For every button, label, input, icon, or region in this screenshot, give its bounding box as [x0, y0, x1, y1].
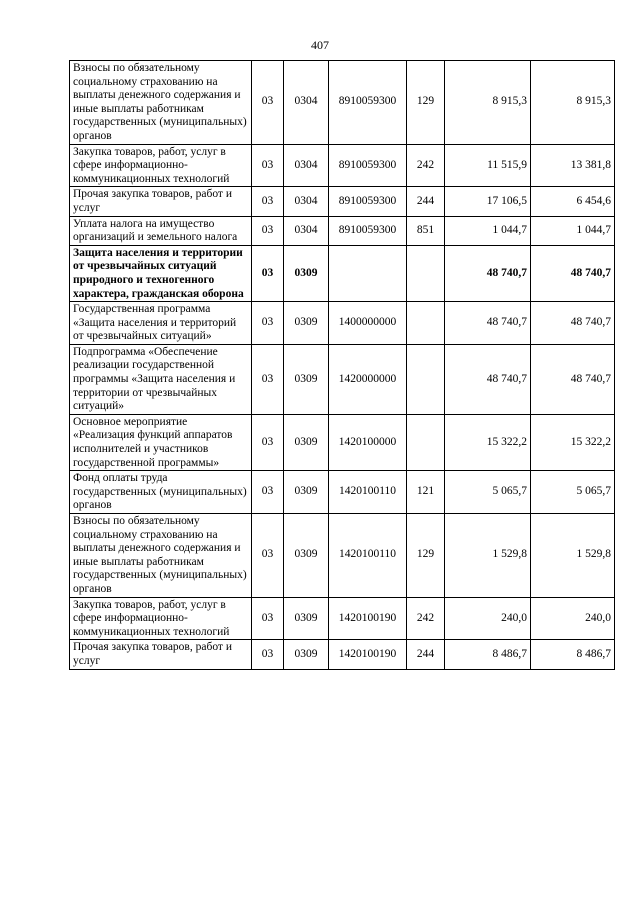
table-row	[70, 471, 615, 514]
expense-name-cell: Закупка товаров, работ, услуг в сфере информационно-коммуникационных технологий	[70, 597, 252, 640]
page-number: 407	[311, 38, 329, 52]
target-article-cell: 8910059300	[329, 61, 407, 145]
expense-type-cell: 242	[407, 597, 445, 640]
amount-second-year-cell: 13 381,8	[531, 144, 615, 187]
amount-second-year-cell: 1 529,8	[531, 514, 615, 598]
subsection-code-cell: 0304	[284, 61, 329, 145]
expense-name-cell: Прочая закупка товаров, работ и услуг	[70, 640, 252, 669]
table-row	[70, 216, 615, 245]
section-code-cell: 03	[252, 640, 284, 669]
subsection-code-cell: 0304	[284, 216, 329, 245]
expense-type-cell	[407, 245, 445, 301]
target-article-cell: 8910059300	[329, 216, 407, 245]
expense-type-cell: 244	[407, 640, 445, 669]
section-code-cell: 03	[252, 245, 284, 301]
expense-name-cell: Взносы по обязательному социальному страхованию на выплаты денежного содержания и иные выплаты работникам государственных (муниципальных) органов	[70, 514, 252, 598]
amount-first-year-cell: 240,0	[445, 597, 531, 640]
amount-second-year-cell: 240,0	[531, 597, 615, 640]
subsection-code-cell: 0309	[284, 640, 329, 669]
expense-type-cell: 129	[407, 514, 445, 598]
amount-first-year-cell: 48 740,7	[445, 344, 531, 414]
amount-first-year-cell: 1 529,8	[445, 514, 531, 598]
amount-second-year-cell: 5 065,7	[531, 471, 615, 514]
expense-name-cell: Фонд оплаты труда государственных (муниципальных) органов	[70, 471, 252, 514]
amount-first-year-cell: 11 515,9	[445, 144, 531, 187]
table-row	[70, 302, 615, 345]
section-code-cell: 03	[252, 514, 284, 598]
amount-first-year-cell: 8 915,3	[445, 61, 531, 145]
table-row	[70, 187, 615, 216]
amount-first-year-cell: 5 065,7	[445, 471, 531, 514]
target-article-cell: 8910059300	[329, 144, 407, 187]
amount-second-year-cell: 48 740,7	[531, 302, 615, 345]
target-article-cell: 1420100190	[329, 640, 407, 669]
table-body	[70, 61, 615, 670]
target-article-cell: 1420100110	[329, 471, 407, 514]
section-code-cell: 03	[252, 216, 284, 245]
expense-type-cell: 851	[407, 216, 445, 245]
amount-first-year-cell: 48 740,7	[445, 245, 531, 301]
expense-name-cell: Защита населения и территории от чрезвычайных ситуаций природного и техногенного характера, гражданская оборона	[70, 245, 252, 301]
section-code-cell: 03	[252, 597, 284, 640]
subsection-code-cell: 0309	[284, 514, 329, 598]
expense-type-cell: 242	[407, 144, 445, 187]
table-row	[70, 245, 615, 301]
expense-type-cell: 129	[407, 61, 445, 145]
target-article-cell: 1420100000	[329, 414, 407, 470]
budget-table	[69, 60, 615, 670]
amount-first-year-cell: 8 486,7	[445, 640, 531, 669]
amount-first-year-cell: 48 740,7	[445, 302, 531, 345]
expense-type-cell	[407, 302, 445, 345]
section-code-cell: 03	[252, 344, 284, 414]
amount-second-year-cell: 8 915,3	[531, 61, 615, 145]
amount-second-year-cell: 6 454,6	[531, 187, 615, 216]
section-code-cell: 03	[252, 61, 284, 145]
expense-name-cell: Уплата налога на имущество организаций и земельного налога	[70, 216, 252, 245]
subsection-code-cell: 0309	[284, 414, 329, 470]
target-article-cell	[329, 245, 407, 301]
subsection-code-cell: 0309	[284, 245, 329, 301]
expense-type-cell	[407, 414, 445, 470]
table-row	[70, 414, 615, 470]
table-row	[70, 61, 615, 145]
subsection-code-cell: 0309	[284, 471, 329, 514]
target-article-cell: 1420000000	[329, 344, 407, 414]
subsection-code-cell: 0304	[284, 144, 329, 187]
expense-name-cell: Государственная программа «Защита населения и территорий от чрезвычайных ситуаций»	[70, 302, 252, 345]
subsection-code-cell: 0309	[284, 597, 329, 640]
target-article-cell: 1400000000	[329, 302, 407, 345]
target-article-cell: 8910059300	[329, 187, 407, 216]
table-row	[70, 344, 615, 414]
section-code-cell: 03	[252, 471, 284, 514]
section-code-cell: 03	[252, 414, 284, 470]
amount-first-year-cell: 1 044,7	[445, 216, 531, 245]
expense-name-cell: Прочая закупка товаров, работ и услуг	[70, 187, 252, 216]
amount-second-year-cell: 48 740,7	[531, 344, 615, 414]
amount-first-year-cell: 17 106,5	[445, 187, 531, 216]
expense-name-cell: Взносы по обязательному социальному страхованию на выплаты денежного содержания и иные выплаты работникам государственных (муниципальных) органов	[70, 61, 252, 145]
amount-second-year-cell: 1 044,7	[531, 216, 615, 245]
table-row	[70, 597, 615, 640]
table-row	[70, 144, 615, 187]
section-code-cell: 03	[252, 302, 284, 345]
expense-name-cell: Подпрограмма «Обеспечение реализации государственной программы «Защита населения и территории от чрезвычайных ситуаций»	[70, 344, 252, 414]
expense-name-cell: Основное мероприятие «Реализация функций аппаратов исполнителей и участников государственной программы»	[70, 414, 252, 470]
subsection-code-cell: 0309	[284, 344, 329, 414]
expense-type-cell: 121	[407, 471, 445, 514]
target-article-cell: 1420100110	[329, 514, 407, 598]
table-row	[70, 514, 615, 598]
amount-second-year-cell: 48 740,7	[531, 245, 615, 301]
target-article-cell: 1420100190	[329, 597, 407, 640]
amount-first-year-cell: 15 322,2	[445, 414, 531, 470]
expense-name-cell: Закупка товаров, работ, услуг в сфере информационно-коммуникационных технологий	[70, 144, 252, 187]
expense-type-cell: 244	[407, 187, 445, 216]
amount-second-year-cell: 15 322,2	[531, 414, 615, 470]
subsection-code-cell: 0304	[284, 187, 329, 216]
expense-type-cell	[407, 344, 445, 414]
section-code-cell: 03	[252, 187, 284, 216]
table-row	[70, 640, 615, 669]
amount-second-year-cell: 8 486,7	[531, 640, 615, 669]
section-code-cell: 03	[252, 144, 284, 187]
subsection-code-cell: 0309	[284, 302, 329, 345]
